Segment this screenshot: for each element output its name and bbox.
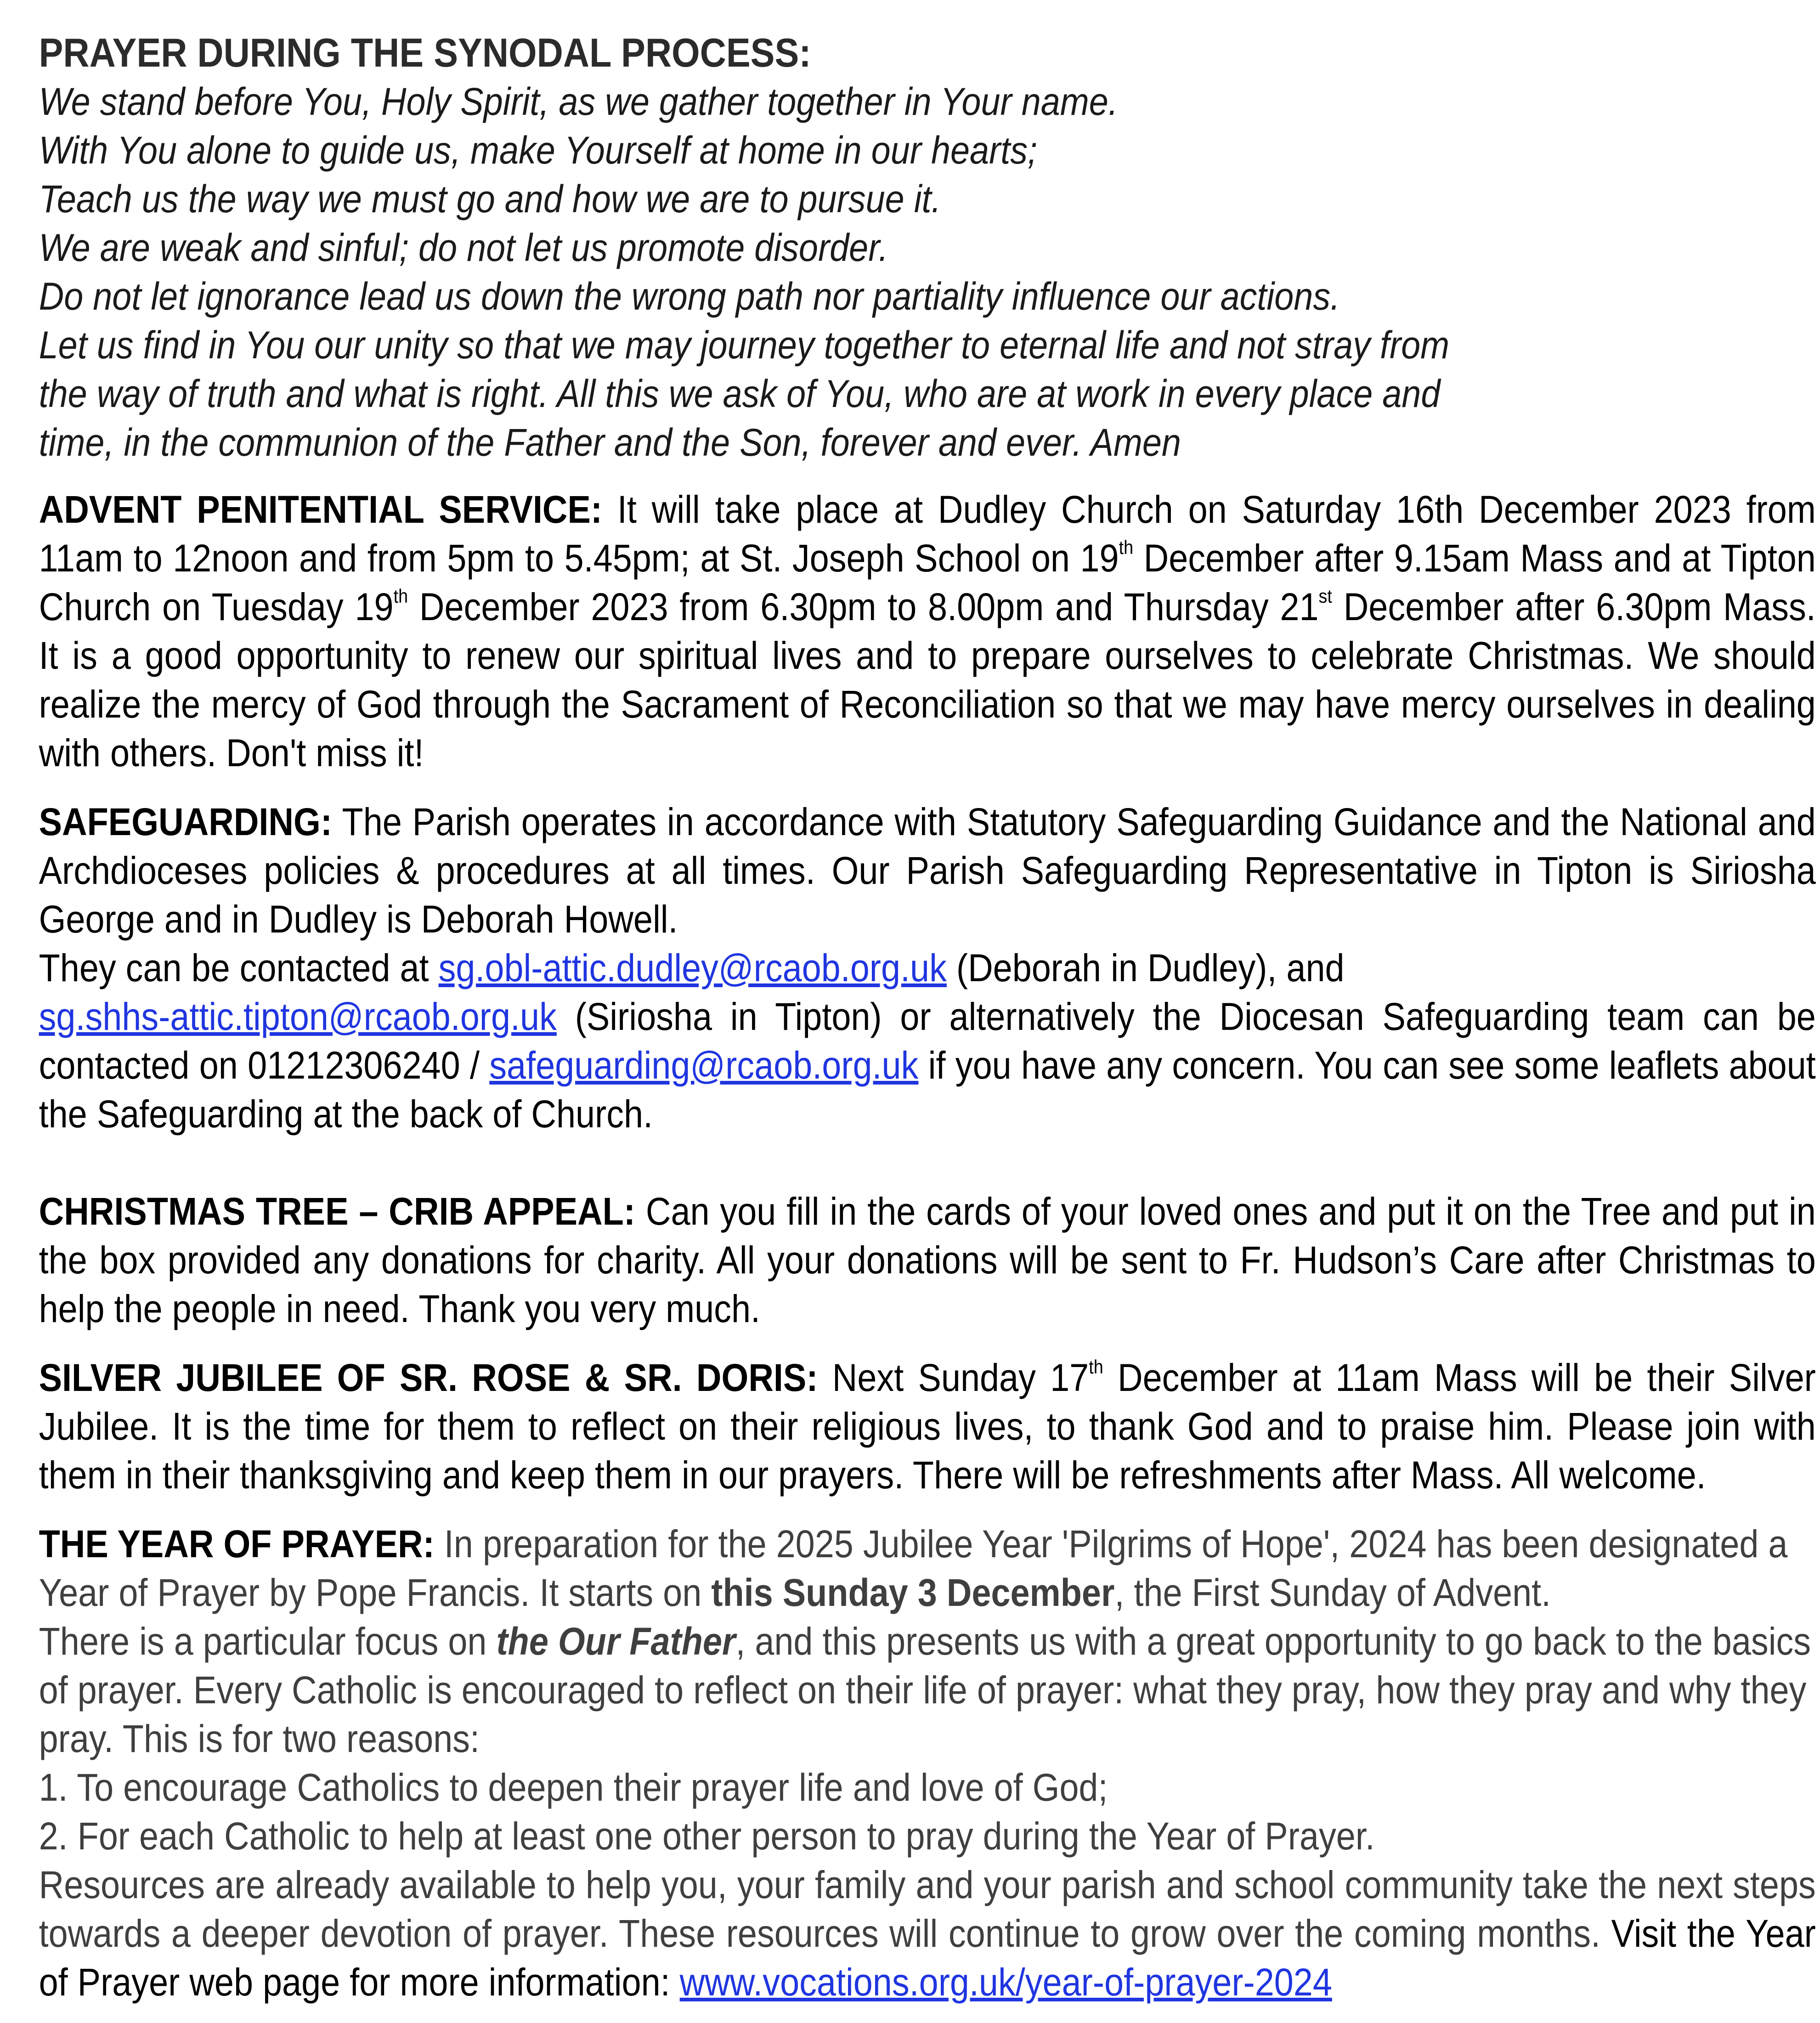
safeguarding-heading: SAFEGUARDING:	[39, 800, 332, 843]
jubilee-section	[39, 1353, 1816, 1499]
prayer-heading: PRAYER DURING THE SYNODAL PROCESS:	[39, 30, 811, 75]
safeguarding-contact-line	[39, 944, 1816, 992]
safeguarding-text: (Siriosha in Tipton) or alternatively the Diocesan Safeguarding team can be contacted on 01212306240 /	[39, 995, 1816, 1087]
ordinal-suffix: st	[1318, 585, 1332, 607]
jubilee-paragraph	[39, 1353, 1816, 1499]
safeguarding-text: They can be contacted at	[39, 946, 439, 989]
bulletin-content	[39, 28, 1816, 2006]
year-of-prayer-text: , the First Sunday of Advent.	[1114, 1571, 1551, 1614]
jubilee-heading: SILVER JUBILEE OF SR. ROSE & SR. DORIS:	[39, 1356, 818, 1399]
year-of-prayer-text: Visit the Year of Prayer web page for more information:	[39, 1912, 1816, 2004]
prayer-line: Let us find in You our unity so that we may journey together to eternal life and not stray from	[39, 323, 1450, 367]
year-of-prayer-link[interactable]: www.vocations.org.uk/year-of-prayer-2024	[679, 1961, 1332, 2004]
ordinal-suffix: th	[1119, 537, 1134, 559]
year-of-prayer-resources	[39, 1860, 1816, 2006]
prayer-line: We stand before You, Holy Spirit, as we gather together in Your name.	[39, 80, 1118, 123]
prayer-line: time, in the communion of the Father and the Son, forever and ever. Amen	[39, 421, 1181, 464]
prayer-line: Do not let ignorance lead us down the wrong path nor partiality influence our actions.	[39, 275, 1340, 318]
year-of-prayer-text: Resources are already available to help you, your family and your parish and school community take the next steps towards a deeper devotion of prayer. These resources will continue to grow over the coming months.	[39, 1863, 1816, 1955]
advent-heading: ADVENT PENITENTIAL SERVICE:	[39, 488, 603, 531]
safeguarding-contact-paragraph	[39, 992, 1816, 1138]
ordinal-suffix: th	[393, 585, 408, 607]
year-of-prayer-text: , and this presents us with a great opportunity to go back to the basics of prayer. Every Catholic is encouraged to reflect on their life of prayer: what they pray, how they pray and why they pray. This is for two reasons:	[39, 1620, 1811, 1760]
prayer-line: Teach us the way we must go and how we are to pursue it.	[39, 177, 941, 220]
year-of-prayer-text: There is a particular focus on	[39, 1620, 497, 1663]
crib-appeal-paragraph	[39, 1187, 1816, 1333]
dudley-email-link[interactable]: sg.obl-attic.dudley@rcaob.org.uk	[438, 946, 947, 989]
tipton-email-link[interactable]: sg.shhs-attic.tipton@rcaob.org.uk	[39, 995, 557, 1038]
diocesan-email-link[interactable]: safeguarding@rcaob.org.uk	[489, 1044, 919, 1087]
crib-appeal-section	[39, 1187, 1816, 1333]
advent-text: December 2023 from 6.30pm to 8.00pm and Thursday 21	[408, 585, 1319, 628]
prayer-line: the way of truth and what is right. All this we ask of You, who are at work in every place and	[39, 372, 1441, 415]
prayer-line: We are weak and sinful; do not let us promote disorder.	[39, 226, 888, 269]
jubilee-text: Next Sunday 17	[818, 1356, 1089, 1399]
advent-text: December after 9.15am Mass and at Tipton Church on Tuesday 19	[39, 537, 1816, 628]
safeguarding-section	[39, 797, 1816, 1138]
safeguarding-text: The Parish operates in accordance with Statutory Safeguarding Guidance and the National and Archdioceses policies & procedures at all times. Our Parish Safeguarding Representative in Tipton is Siriosha George and in Dudley is Deborah Howell.	[39, 800, 1816, 941]
advent-text: It will take place at Dudley Church on Saturday 16th December 2023 from 11am to 12noon and from 5pm to 5.45pm; at St. Joseph School on 19	[39, 488, 1816, 580]
year-of-prayer-heading: THE YEAR OF PRAYER:	[39, 1522, 435, 1565]
year-of-prayer-intro	[39, 1520, 1816, 1617]
reason-list-item: 2. For each Catholic to help at least one other person to pray during the Year of Prayer.	[39, 1814, 1375, 1858]
advent-text: December after 6.30pm Mass. It is a good opportunity to renew our spiritual lives and to prepare ourselves to celebrate Christmas. We should realize the mercy of God through the Sacrament of Reconciliation so that we may have mercy ourselves in dealing with others. Don't miss it!	[39, 585, 1816, 774]
year-of-prayer-text: In preparation for the 2025 Jubilee Year 'Pilgrims of Hope', 2024 has been designated a Year of Prayer by Pope Francis. It starts on	[39, 1522, 1788, 1614]
prayer-section	[39, 28, 1816, 467]
our-father-emphasis: the Our Father	[496, 1620, 736, 1663]
safeguarding-paragraph	[39, 797, 1816, 944]
crib-appeal-text: Can you fill in the cards of your loved ones and put it on the Tree and put in the box provided any donations for charity. All your donations will be sent to Fr. Hudson’s Care after Christmas to help the people in need. Thank you very much.	[39, 1190, 1816, 1330]
advent-paragraph	[39, 485, 1816, 777]
reason-list-item: 1. To encourage Catholics to deepen their prayer life and love of God;	[39, 1766, 1108, 1809]
jubilee-text: December at 11am Mass will be their Silver Jubilee. It is the time for them to reflect on their religious lives, to thank God and to praise him. Please join with them in their thanksgiving and keep them in our prayers. There will be refreshments after Mass. All welcome.	[39, 1356, 1816, 1497]
safeguarding-text: (Deborah in Dudley), and	[946, 946, 1345, 989]
advent-section	[39, 485, 1816, 777]
crib-appeal-heading: CHRISTMAS TREE – CRIB APPEAL:	[39, 1190, 635, 1233]
ordinal-suffix: th	[1089, 1356, 1103, 1378]
year-of-prayer-focus	[39, 1617, 1816, 1763]
start-date-emphasis: this Sunday 3 December	[711, 1571, 1115, 1614]
safeguarding-text: if you have any concern. You can see some leaflets about the Safeguarding at the back of Church.	[39, 1044, 1816, 1136]
prayer-line: With You alone to guide us, make Yourself at home in our hearts;	[39, 129, 1038, 172]
year-of-prayer-section	[39, 1520, 1816, 2006]
